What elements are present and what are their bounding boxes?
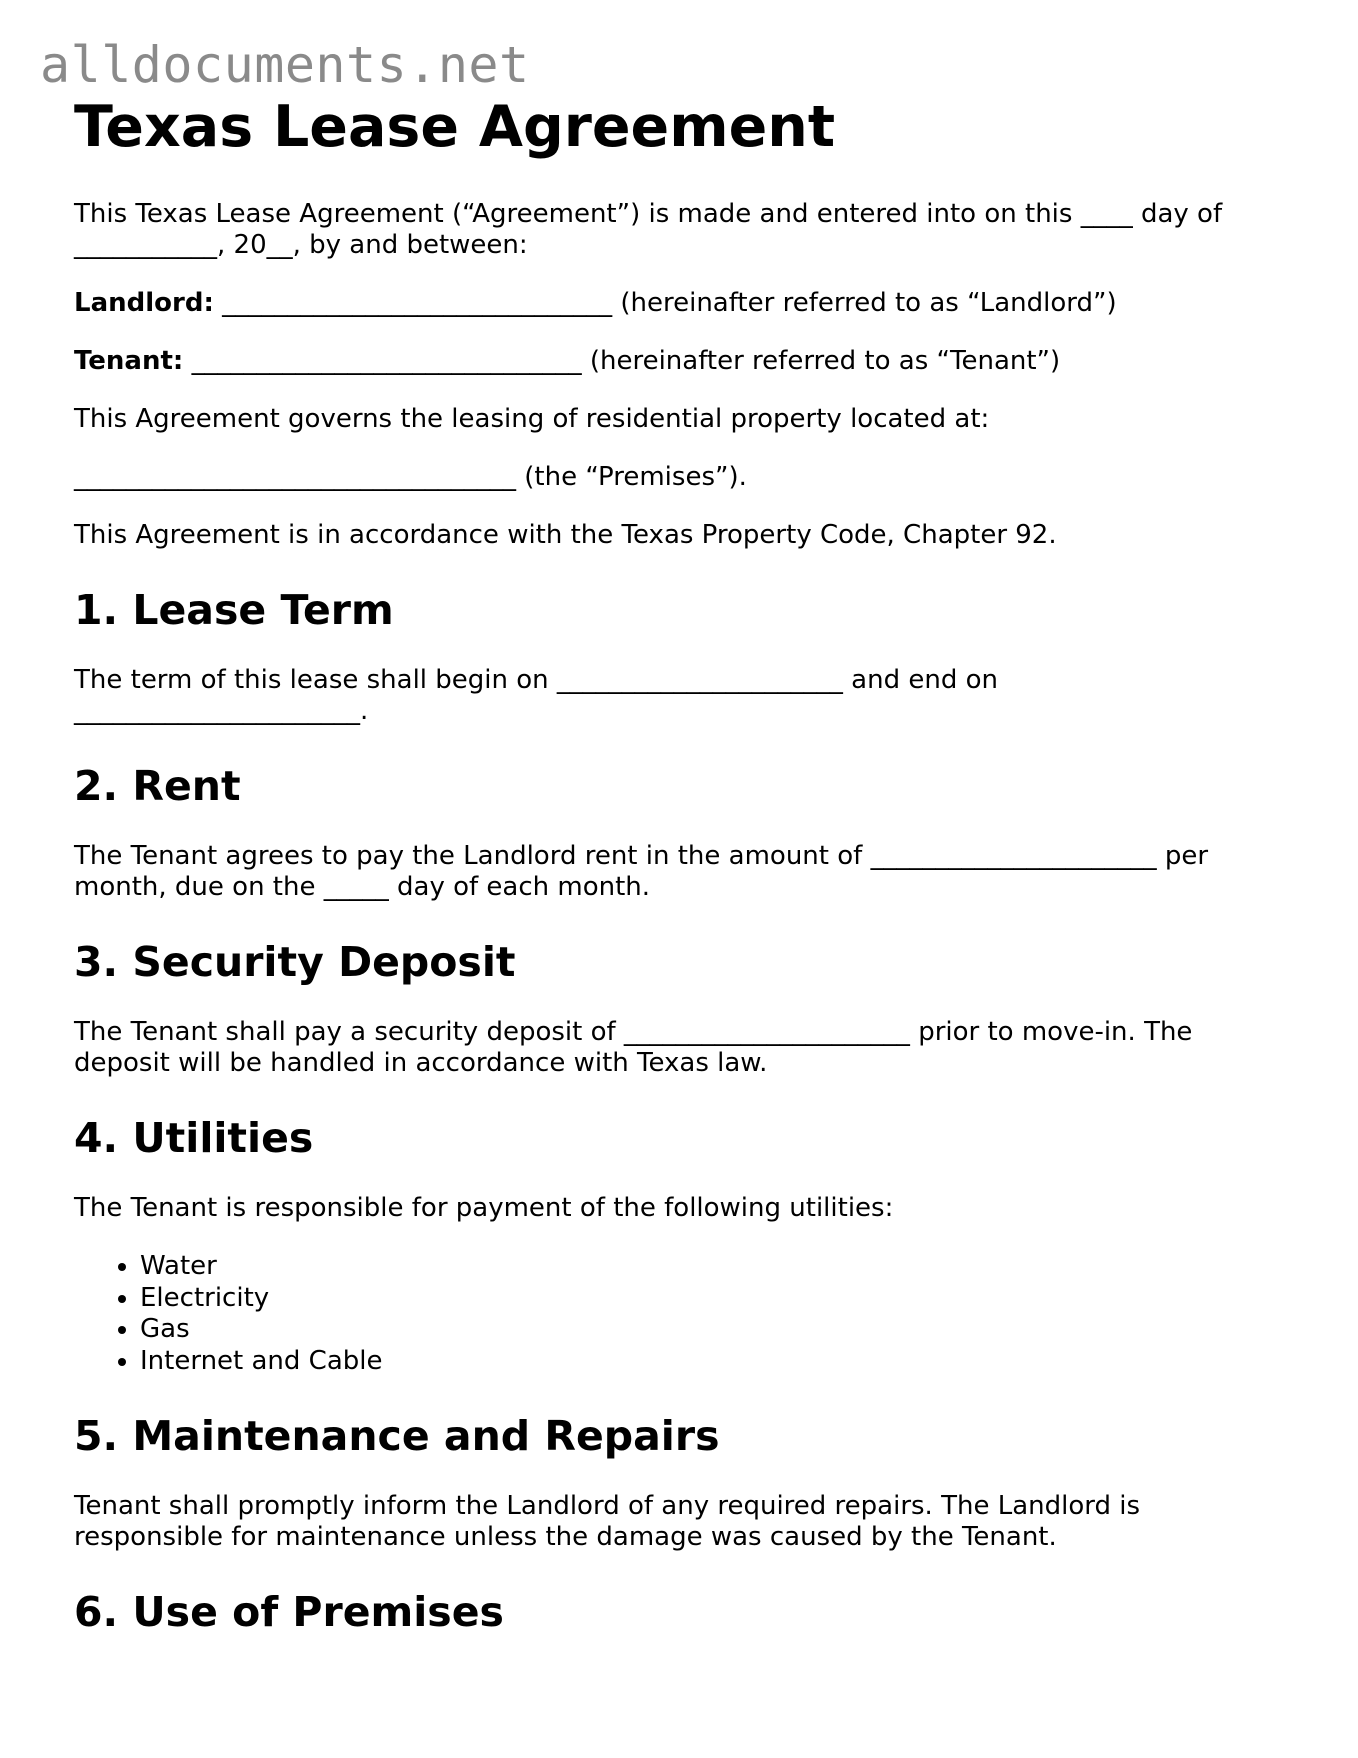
landlord-label: Landlord:	[74, 287, 214, 318]
tenant-line	[74, 346, 1274, 377]
maintenance-line-2: responsible for maintenance unless the damage was caused by the Tenant.	[74, 1522, 1057, 1553]
intro-paragraph	[74, 199, 1274, 261]
deposit-paragraph	[74, 1017, 1274, 1079]
maintenance-line-1: Tenant shall promptly inform the Landlord of any required repairs. The Landlord is	[74, 1491, 1141, 1522]
section-heading-rent: 2. Rent	[74, 761, 241, 810]
section-heading-utilities: 4. Utilities	[74, 1114, 314, 1163]
page-title: Texas Lease Agreement	[74, 94, 836, 160]
utilities-paragraph: The Tenant is responsible for payment of the following utilities:	[74, 1193, 894, 1224]
intro-line-1: This Texas Lease Agreement (“Agreement”) is made and entered into on this ____ day of	[74, 198, 1223, 229]
lease-term-line-1: The term of this lease shall begin on ______________________ and end on	[74, 664, 998, 695]
rent-line-1: The Tenant agrees to pay the Landlord rent in the amount of ______________________ per	[74, 840, 1209, 871]
list-item: • Water	[140, 1251, 1274, 1283]
section-heading-lease-term: 1. Lease Term	[74, 585, 394, 634]
accordance-paragraph: This Agreement is in accordance with the Texas Property Code, Chapter 92.	[74, 519, 1057, 550]
tenant-text: ______________________________ (hereinafter referred to as “Tenant”)	[183, 345, 1061, 376]
list-item: • Electricity	[140, 1283, 1274, 1315]
rent-line-2: month, due on the _____ day of each month.	[74, 871, 651, 902]
rent-paragraph	[74, 841, 1274, 903]
section-heading-security-deposit: 3. Security Deposit	[74, 937, 516, 986]
deposit-line-1: The Tenant shall pay a security deposit of ______________________ prior to move-in. The	[74, 1017, 1193, 1048]
governs-paragraph: This Agreement governs the leasing of residential property located at:	[74, 403, 990, 434]
landlord-line	[74, 288, 1274, 319]
watermark: alldocuments.net	[40, 36, 530, 94]
utilities-list	[74, 1251, 1274, 1377]
tenant-label: Tenant:	[74, 345, 184, 376]
landlord-text: ______________________________ (hereinafter referred to as “Landlord”)	[213, 287, 1117, 318]
intro-line-2: ___________, 20__, by and between:	[74, 229, 528, 260]
section-heading-maintenance: 5. Maintenance and Repairs	[74, 1412, 720, 1461]
premises-line: __________________________________ (the “Premises”).	[74, 461, 747, 492]
list-item: • Internet and Cable	[140, 1346, 1274, 1378]
section-heading-use-of-premises: 6. Use of Premises	[74, 1588, 504, 1637]
deposit-line-2: deposit will be handled in accordance with Texas law.	[74, 1048, 768, 1079]
document-page	[74, 96, 1274, 1668]
list-item: • Gas	[140, 1314, 1274, 1346]
maintenance-paragraph	[74, 1491, 1274, 1553]
lease-term-paragraph	[74, 665, 1274, 727]
lease-term-line-2: ______________________.	[74, 695, 369, 726]
